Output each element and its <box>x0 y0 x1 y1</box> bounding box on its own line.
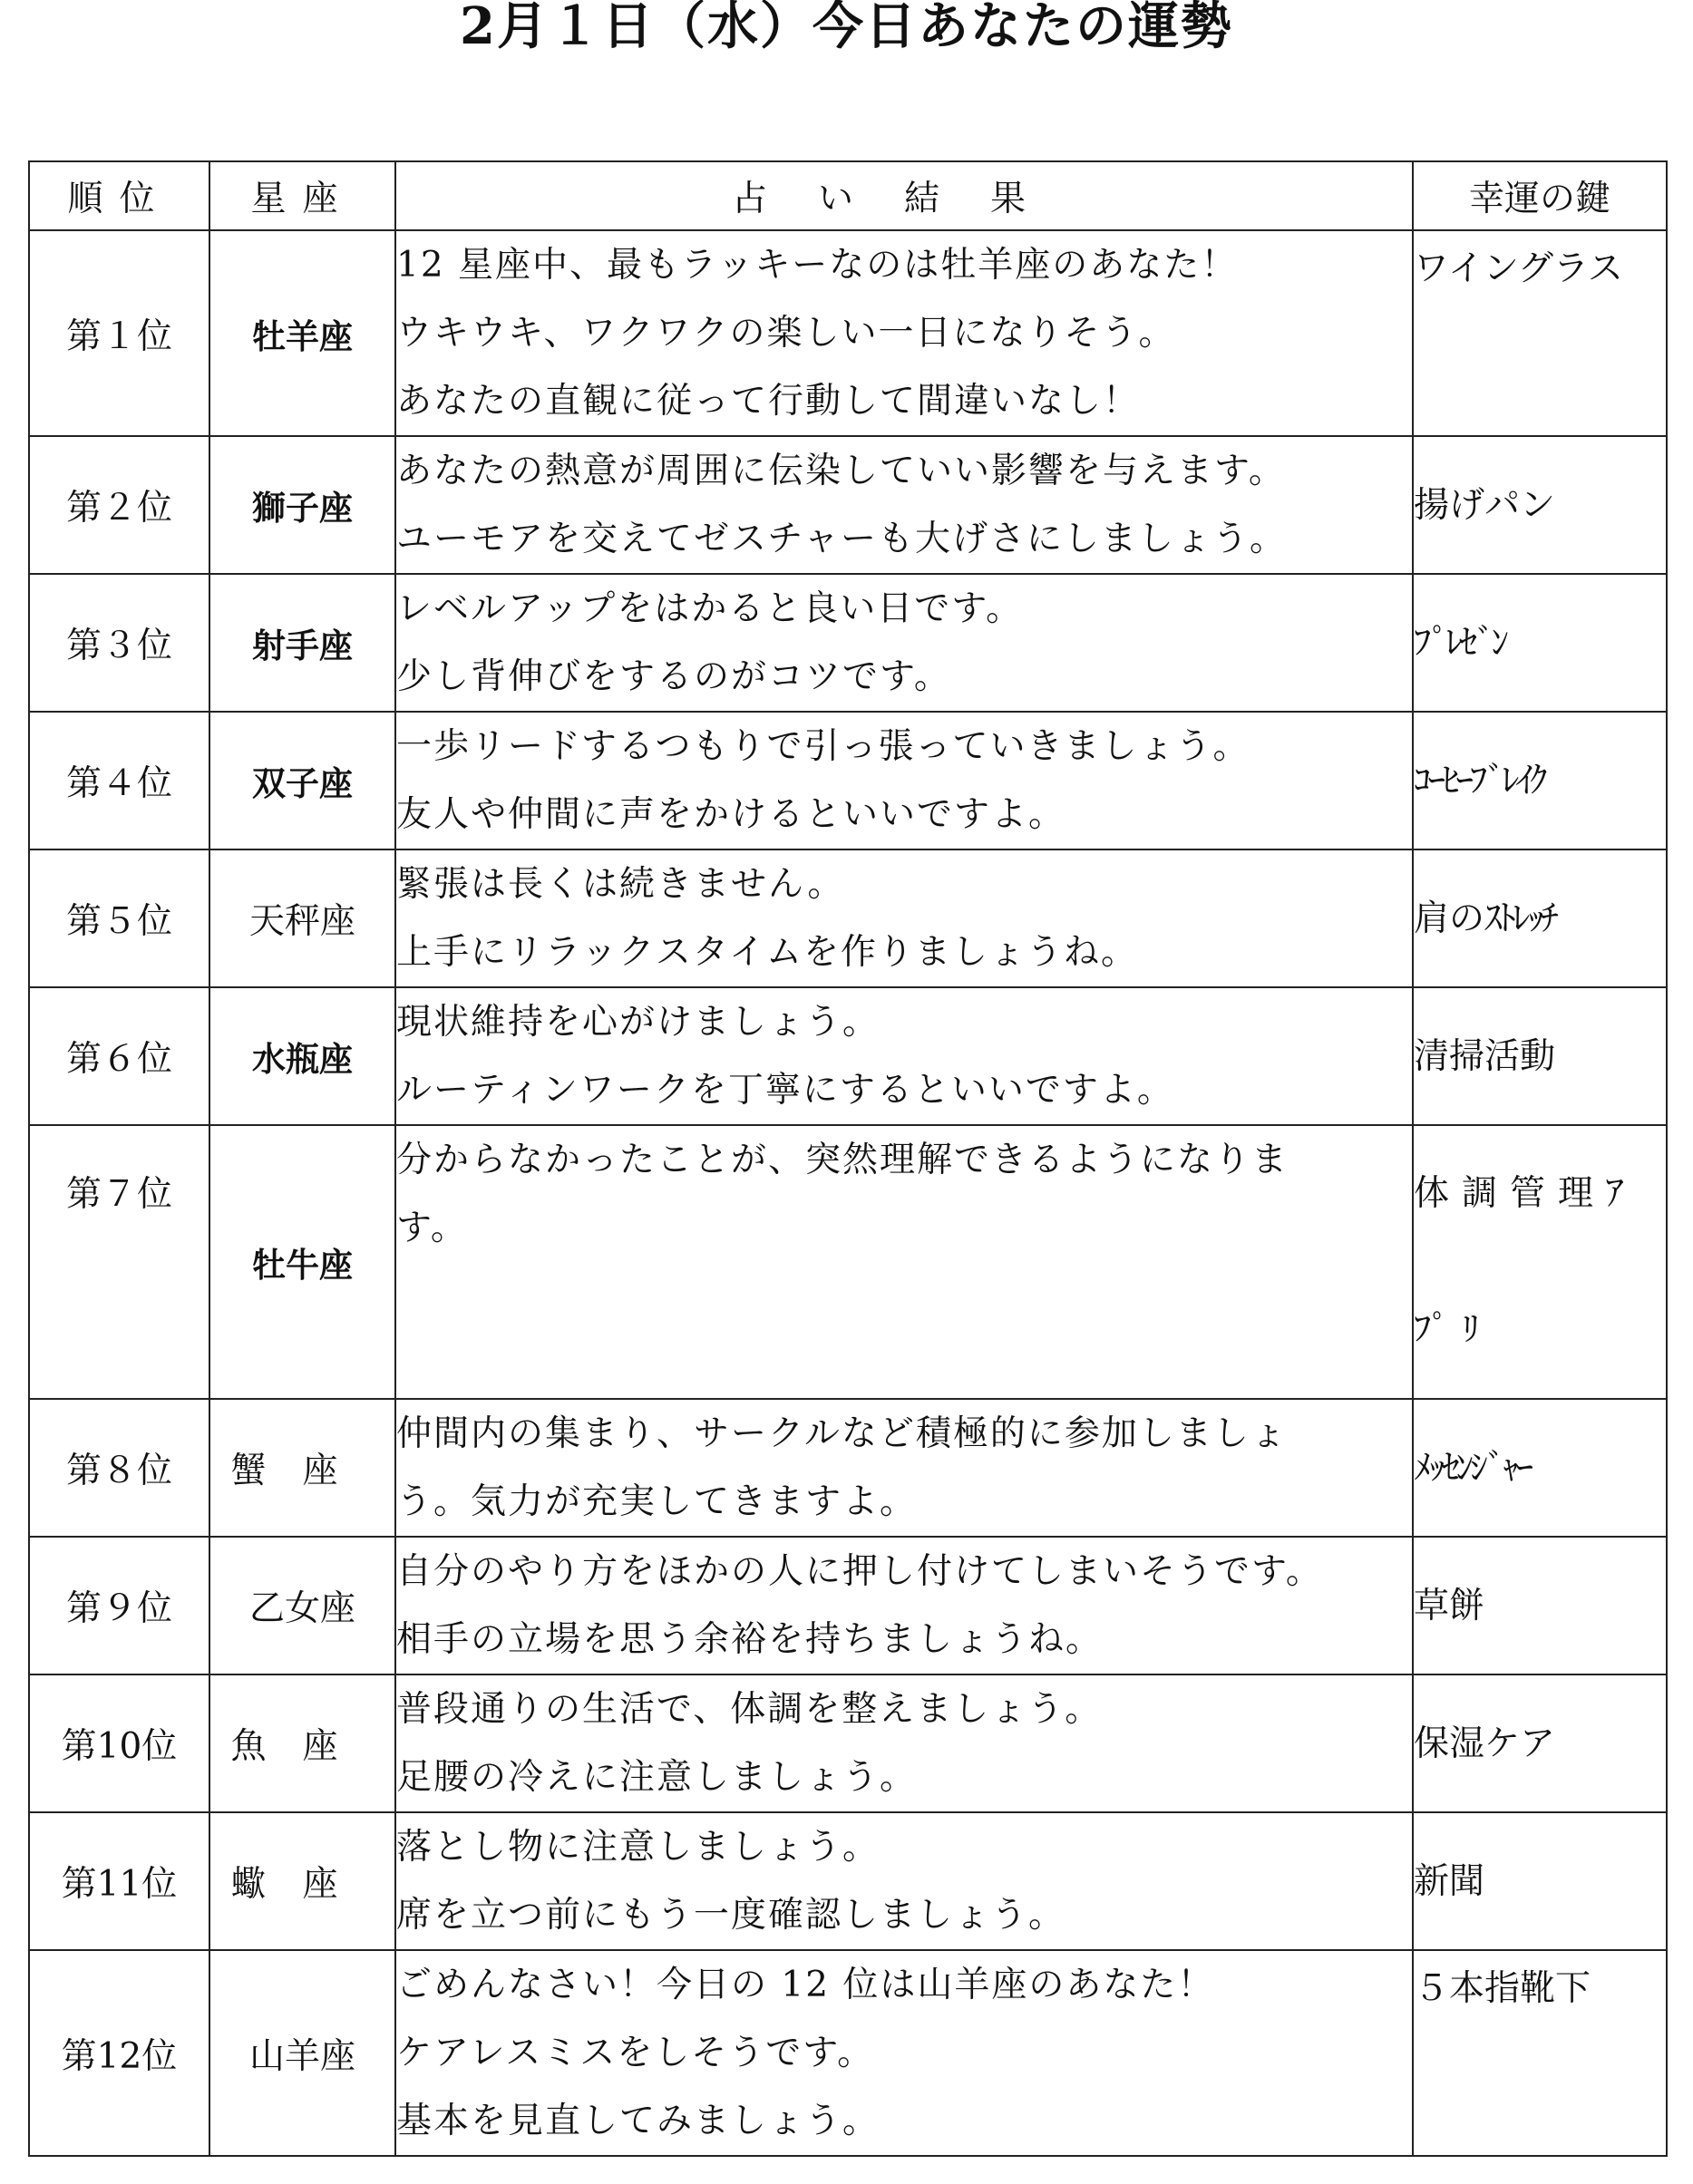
sign-cell: 蠍座 <box>209 1812 395 1950</box>
result-line: う。気力が充実してきますよ。 <box>396 1481 918 1522</box>
lucky-key-text: ｽﾄﾚｯﾁ <box>1484 898 1555 939</box>
lucky-key-text: 肩の <box>1414 898 1485 939</box>
header-sign: 星座 <box>209 161 395 230</box>
table-row <box>29 574 1667 712</box>
table-row <box>29 1537 1667 1674</box>
result-cell <box>395 1812 1413 1950</box>
header-result: 占い結果 <box>395 161 1413 230</box>
result-line: レベルアップをはかると良い日です。 <box>396 588 1024 629</box>
rank-cell: 第３位 <box>29 574 209 712</box>
result-line: 普段通りの生活で、体調を整えましょう。 <box>396 1689 1103 1730</box>
result-line: 仲間内の集まり、サークルなど積極的に参加しましょ <box>396 1413 1288 1454</box>
result-cell <box>395 1125 1413 1399</box>
result-cell <box>395 987 1413 1125</box>
result-line: ルーティンワークを丁寧にするといいですよ。 <box>396 1070 1174 1111</box>
rank-cell: 第10位 <box>29 1674 209 1812</box>
table-row <box>29 1812 1667 1950</box>
lucky-key-text: ﾌﾟﾚｾﾞﾝ <box>1414 622 1506 664</box>
lucky-key-cell <box>1413 712 1667 849</box>
result-line: 自分のやり方をほかの人に押し付けてしまいそうです。 <box>396 1551 1323 1592</box>
result-cell <box>395 1950 1413 2156</box>
result-line: 上手にリラックスタイムを作りましょうね。 <box>396 932 1139 973</box>
lucky-key-cell: 新聞 <box>1413 1812 1667 1950</box>
rank-cell: 第６位 <box>29 987 209 1125</box>
lucky-key-cell: ワイングラス <box>1413 230 1667 436</box>
result-line: 足腰の冷えに注意しましょう。 <box>396 1757 918 1798</box>
rank-cell: 第12位 <box>29 1950 209 2156</box>
lucky-key-cell <box>1413 1399 1667 1537</box>
rank-cell: 第７位 <box>29 1125 209 1399</box>
rank-cell: 第２位 <box>29 436 209 574</box>
sign-cell: 天秤座 <box>209 849 395 987</box>
result-line: 緊張は長くは続きません。 <box>396 864 845 905</box>
lucky-key-cell <box>1413 574 1667 712</box>
result-line: ごめんなさい！今日の 12 位は山羊座のあなた！ <box>396 1965 1215 2005</box>
rank-cell: 第９位 <box>29 1537 209 1674</box>
result-line: 相手の立場を思う余裕を持ちましょうね。 <box>396 1619 1104 1660</box>
result-line: あなたの熱意が周囲に伝染していい影響を与えます。 <box>396 451 1286 491</box>
sign-cell: 牡羊座 <box>209 230 395 436</box>
rank-cell: 第11位 <box>29 1812 209 1950</box>
result-line: 一歩リードするつもりで引っ張っていきましょう。 <box>396 726 1250 767</box>
result-cell <box>395 1399 1413 1537</box>
rank-cell: 第４位 <box>29 712 209 849</box>
lucky-key-cell: ５本指靴下 <box>1413 1950 1667 2156</box>
sign-cell: 水瓶座 <box>209 987 395 1125</box>
result-cell <box>395 849 1413 987</box>
result-line: 友人や仲間に声をかけるといいですよ。 <box>396 794 1066 835</box>
result-line: あなたの直観に従って行動して間違いなし！ <box>396 381 1141 422</box>
table-row <box>29 1399 1667 1537</box>
lucky-key-cell: 体調管理ｱﾌﾟﾘ <box>1413 1125 1667 1399</box>
fortune-table <box>28 160 1668 2157</box>
lucky-key-text: ｺｰﾋｰﾌﾞﾚｲｸ <box>1414 760 1544 801</box>
rank-cell: 第５位 <box>29 849 209 987</box>
table-row <box>29 849 1667 987</box>
sign-cell: 射手座 <box>209 574 395 712</box>
result-line: 落とし物に注意しましょう。 <box>396 1827 881 1868</box>
result-line: 基本を見直してみましょう。 <box>396 2101 881 2141</box>
header-lucky-key: 幸運の鍵 <box>1413 161 1667 230</box>
result-cell <box>395 1674 1413 1812</box>
result-line: 12 星座中、最もラッキーなのは牡羊座のあなた！ <box>396 245 1239 286</box>
sign-cell: 山羊座 <box>209 1950 395 2156</box>
table-row <box>29 1125 1667 1399</box>
sign-cell: 魚座 <box>209 1674 395 1812</box>
table-row <box>29 230 1667 436</box>
table-row <box>29 712 1667 849</box>
lucky-key-cell: 草餅 <box>1413 1537 1667 1674</box>
sign-cell: 双子座 <box>209 712 395 849</box>
header-row <box>29 161 1667 230</box>
sign-cell: 牡牛座 <box>209 1125 395 1399</box>
table-row <box>29 436 1667 574</box>
result-cell <box>395 574 1413 712</box>
result-line: ケアレスミスをしそうです。 <box>396 2033 875 2073</box>
table-row <box>29 1950 1667 2156</box>
lucky-key-cell: 揚げパン <box>1413 436 1667 574</box>
result-line: す。 <box>396 1208 468 1248</box>
result-line: 席を立つ前にもう一度確認しましょう。 <box>396 1895 1066 1936</box>
result-line: 少し背伸びをするのがコツです。 <box>396 656 951 697</box>
sign-cell: 獅子座 <box>209 436 395 574</box>
result-cell <box>395 436 1413 574</box>
sign-cell: 蟹座 <box>209 1399 395 1537</box>
result-cell <box>395 712 1413 849</box>
rank-cell: 第８位 <box>29 1399 209 1537</box>
result-line: 分からなかったことが、突然理解できるようになりま <box>396 1140 1289 1180</box>
header-rank: 順位 <box>29 161 209 230</box>
result-line: ウキウキ、ワクワクの楽しい一日になりそう。 <box>396 313 1176 354</box>
table-row <box>29 1674 1667 1812</box>
result-cell <box>395 1537 1413 1674</box>
rank-cell: 第１位 <box>29 230 209 436</box>
lucky-key-cell: 清掃活動 <box>1413 987 1667 1125</box>
result-line: 現状維持を心がけましょう。 <box>396 1002 881 1043</box>
lucky-key-cell <box>1413 849 1667 987</box>
result-cell <box>395 230 1413 436</box>
result-line: ユーモアを交えてゼスチャーも大げさにしましょう。 <box>396 519 1288 559</box>
lucky-key-text: ﾒｯｾﾝｼﾞｬｰ <box>1414 1447 1531 1489</box>
page-title: 2月１日（水）今日あなたの運勢 <box>460 0 1233 56</box>
sign-cell: 乙女座 <box>209 1537 395 1674</box>
lucky-key-cell: 保湿ケア <box>1413 1674 1667 1812</box>
table-row <box>29 987 1667 1125</box>
